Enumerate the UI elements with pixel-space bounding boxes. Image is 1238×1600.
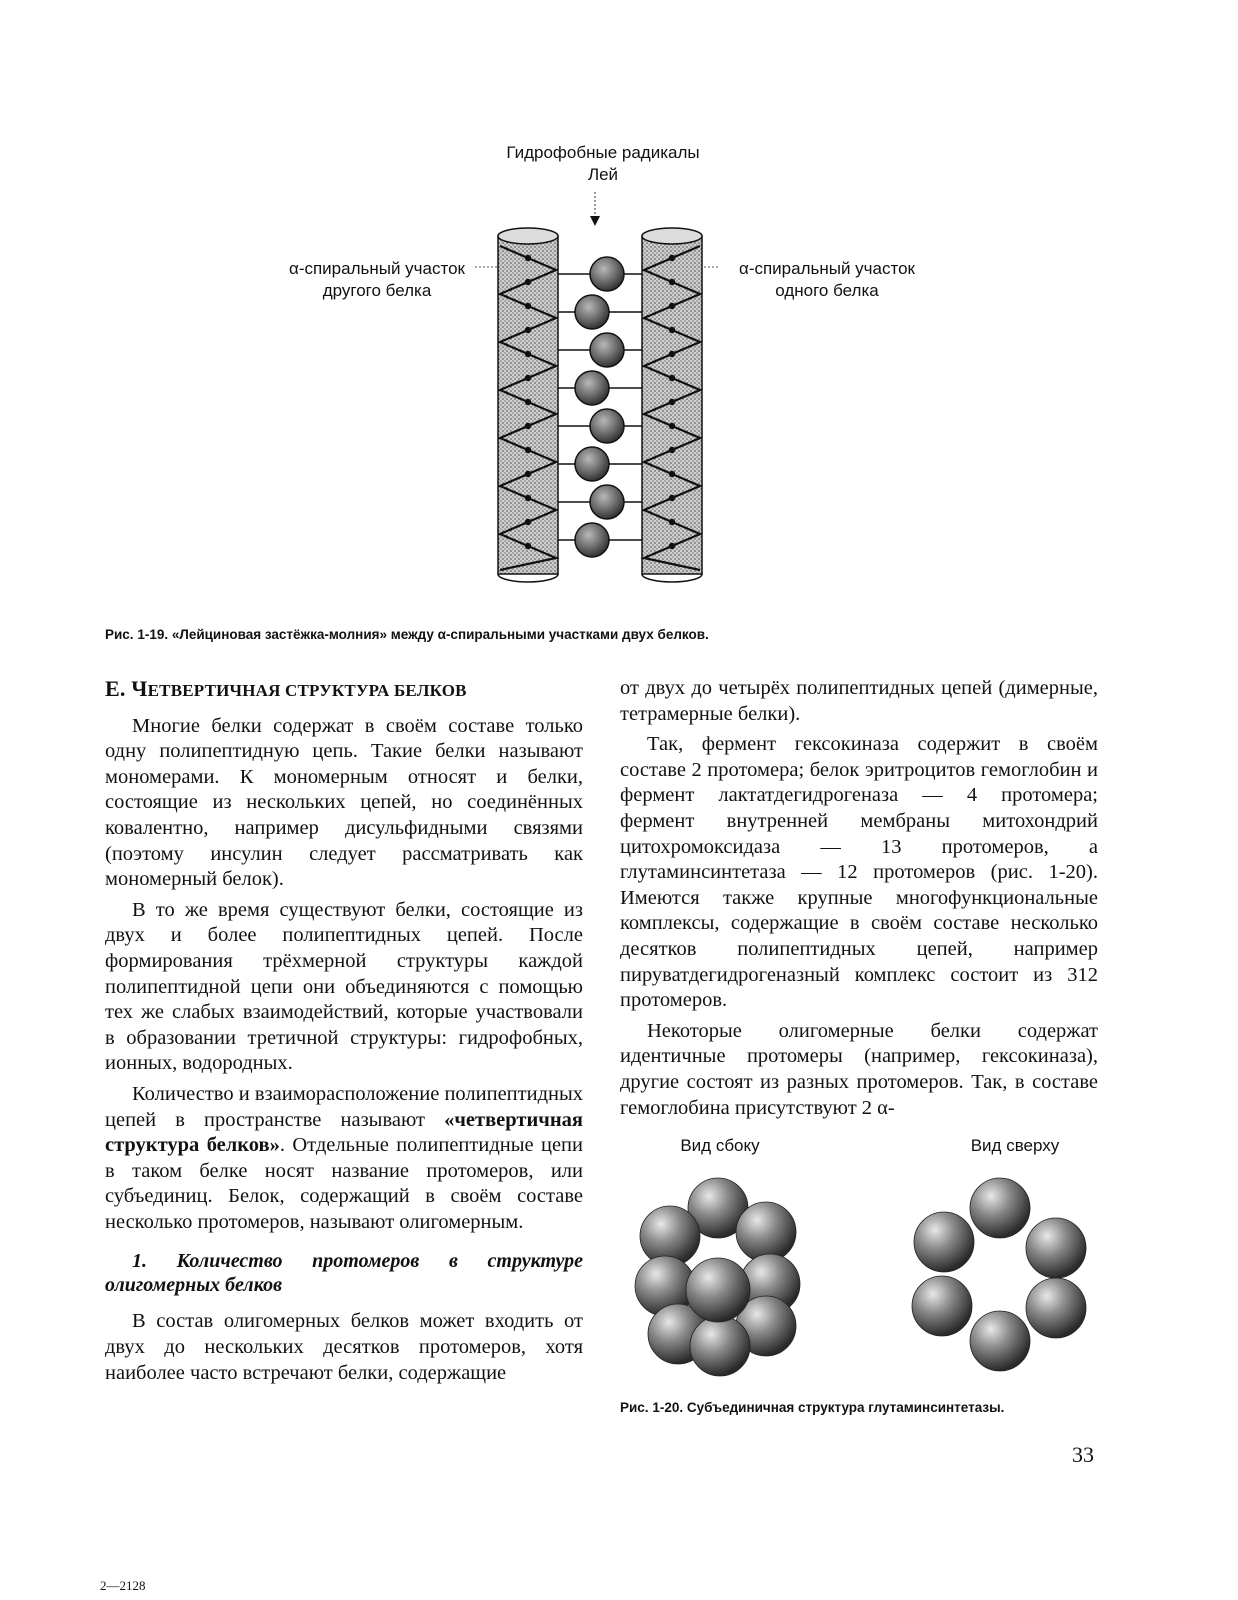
- paragraph: Некоторые олигомерные белки содержат идентичные протомеры (например, гексокиназа), другие состоят из разных протомеров. Так, в составе гемоглобина присутствуют 2 α-: [620, 1019, 1098, 1119]
- side-view-spheres: [635, 1178, 800, 1376]
- footer-code: 2—2128: [100, 1578, 146, 1593]
- paragraph: В то же время существуют белки, состоящие из двух и более полипептидных цепей. После формирования трёхмерной структуры каждой полипептидной цепи они объединяются с помощью тех же слабых взаимодействий, которые участвовали в образовании третичной структуры: гидрофобных, ионных, водородных.: [105, 898, 583, 1075]
- right-helix-cylinder: [642, 228, 702, 582]
- right-column: [620, 676, 1098, 1121]
- left-helix-cylinder: [498, 228, 558, 582]
- leucine-radicals: [558, 257, 642, 557]
- paragraph: Многие белки содержат в своём составе только одну полипептидную цепь. Такие белки называют мономерами. К мономерным относят и белки, состоящие из нескольких цепей, но соединённых ковалентно, например дисульфидными связями (поэтому инсулин следует рассматривать как мономерный белок).: [105, 714, 583, 891]
- leucine-zipper-diagram: [470, 190, 740, 590]
- paragraph: В состав олигомерных белков может входить от двух до нескольких десятков протомеров, хотя наиболее часто встречают белки, содержащие: [105, 1310, 583, 1384]
- top-view-spheres: [912, 1178, 1086, 1371]
- page-number: 33: [1072, 1442, 1094, 1467]
- left-column: [105, 676, 583, 1386]
- top-view-label: Вид сверху: [970, 1136, 1060, 1155]
- figure2-caption: Рис. 1-20. Субъединичная структура глутаминсинтетазы.: [620, 1400, 1005, 1415]
- figure1-top-label: Гидрофобные радикалы Лей: [506, 143, 700, 184]
- paragraph: Количество и взаиморасположение полипептидных цепей в пространстве называют «четвертичная структура белков». Отдельные полипептидные цепи в таком белке носят название протомеров, или субъединиц. Белок, содержащий в своём составе несколько протомеров, называют олигомерным.: [105, 1082, 583, 1233]
- subsection-heading: 1. Количество протомеров в структуре олигомерных белков: [105, 1250, 583, 1297]
- figure1-right-label: α-спиральный участок одного белка: [738, 259, 915, 300]
- side-view-label: Вид сбоку: [680, 1136, 760, 1155]
- paragraph: Так, фермент гексокиназа содержит в своём составе 2 протомера; белок эритроцитов гемоглобин и фермент лактатдегидрогеназа — 4 протомера; фермент внутренней мембраны митохондрий цитохромоксидаза — 13 протомеров, а глутаминсинтетаза — 12 протомеров (рис. 1-20). Имеются также крупные многофункциональные комплексы, содержащие в своём составе несколько десятков полипептидных цепей, например пируватдегидрогеназный комплекс состоит из 312 протомеров.: [620, 733, 1098, 1012]
- figure1-caption: Рис. 1-19. «Лейциновая застёжка-молния» между α-спиральными участками двух белков.: [105, 627, 709, 642]
- glutamine-synthetase-diagram: [620, 1166, 1100, 1386]
- figure1-left-label: α-спиральный участок другого белка: [288, 259, 465, 300]
- section-heading: Е. ЧЕТВЕРТИЧНАЯ СТРУКТУРА БЕЛКОВ: [105, 676, 467, 701]
- paragraph: от двух до четырёх полипептидных цепей (димерные, тетрамерные белки).: [620, 677, 1098, 725]
- bold-term: «четвертичная структура белков»: [105, 1108, 583, 1157]
